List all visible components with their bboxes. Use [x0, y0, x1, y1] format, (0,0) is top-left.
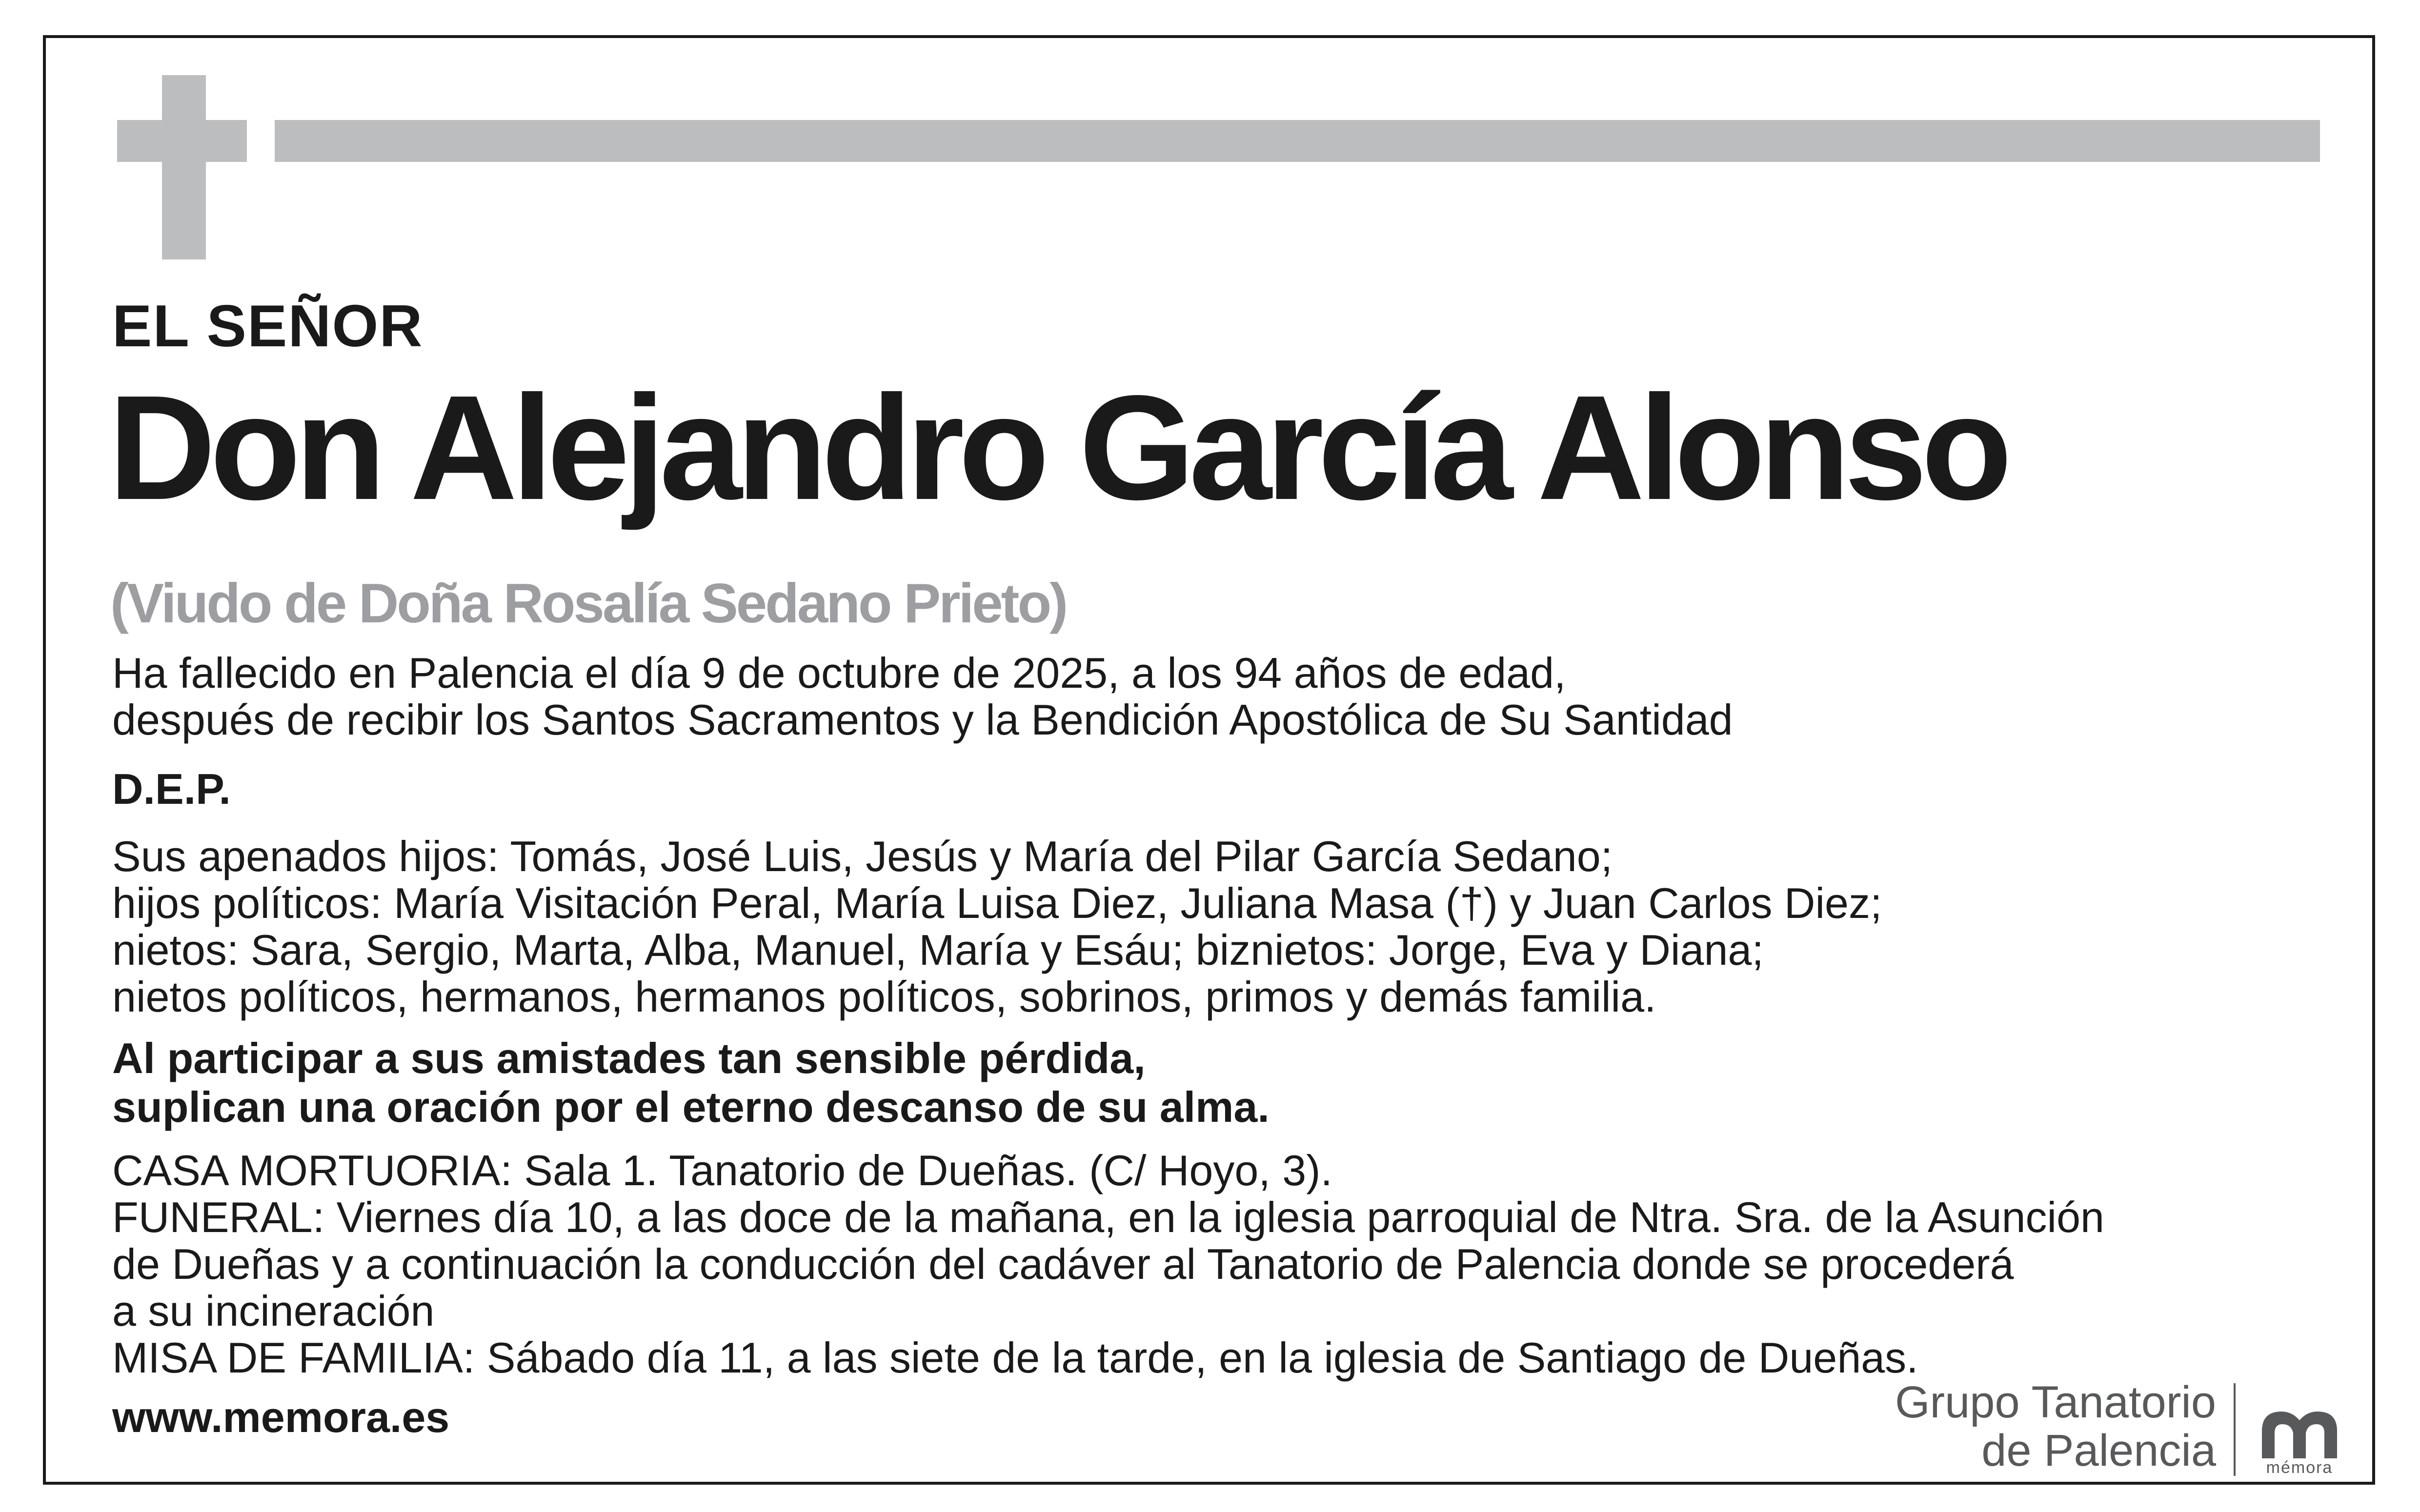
intro-line-2: después de recibir los Santos Sacramentos y la Bendición Apostólica de Su Santidad — [112, 696, 1733, 744]
details-line-4: a su incineración — [112, 1287, 435, 1335]
intro-line-1: Ha fallecido en Palencia el día 9 de octubre de 2025, a los 94 años de edad, — [112, 649, 1566, 697]
request-line-2: suplican una oración por el eterno descanso de su alma. — [112, 1083, 1270, 1131]
details-line-1: CASA MORTUORIA: Sala 1. Tanatorio de Dueñas. (C/ Hoyo, 3). — [112, 1146, 1332, 1194]
header-divider-bar — [275, 120, 2320, 162]
website-link[interactable]: www.memora.es — [112, 1393, 450, 1441]
family-line-3: nietos: Sara, Sergio, Marta, Alba, Manuel, María y Esáu; biznietos: Jorge, Eva y Diana; — [112, 926, 1764, 974]
details-line-2: FUNERAL: Viernes día 10, a las doce de la mañana, en la iglesia parroquial de Ntra. Sra. de la Asunción — [112, 1193, 2104, 1241]
dep-label: D.E.P. — [112, 765, 231, 813]
request-line-1: Al participar a sus amistades tan sensible pérdida, — [112, 1034, 1146, 1082]
details-line-5: MISA DE FAMILIA: Sábado día 11, a las siete de la tarde, en la iglesia de Santiago de Dueñas. — [112, 1333, 1918, 1382]
footer-separator — [2234, 1383, 2236, 1476]
family-line-1: Sus apenados hijos: Tomás, José Luis, Jesús y María del Pilar García Sedano; — [112, 832, 1613, 880]
logo-wordmark: mémora — [2266, 1458, 2333, 1477]
cross-icon-horizontal — [117, 120, 247, 162]
funeral-home-line-1: Grupo Tanatorio — [1895, 1377, 2216, 1427]
funeral-home-line-2: de Palencia — [1981, 1426, 2216, 1476]
deceased-name: Don Alejandro García Alonso — [108, 364, 2007, 531]
honorific-title: EL SEÑOR — [112, 293, 424, 359]
widow-note: (Viudo de Doña Rosalía Sedano Prieto) — [110, 573, 1067, 635]
family-line-2: hijos políticos: María Visitación Peral, María Luisa Diez, Juliana Masa (†) y Juan Carlos Diez; — [112, 879, 1882, 927]
funeral-home-name — [1895, 1378, 2216, 1475]
family-line-4: nietos políticos, hermanos, hermanos políticos, sobrinos, primos y demás familia. — [112, 973, 1656, 1021]
details-line-3: de Dueñas y a continuación la conducción del cadáver al Tanatorio de Palencia donde se procederá — [112, 1240, 2014, 1288]
cross-icon-vertical — [162, 75, 206, 259]
